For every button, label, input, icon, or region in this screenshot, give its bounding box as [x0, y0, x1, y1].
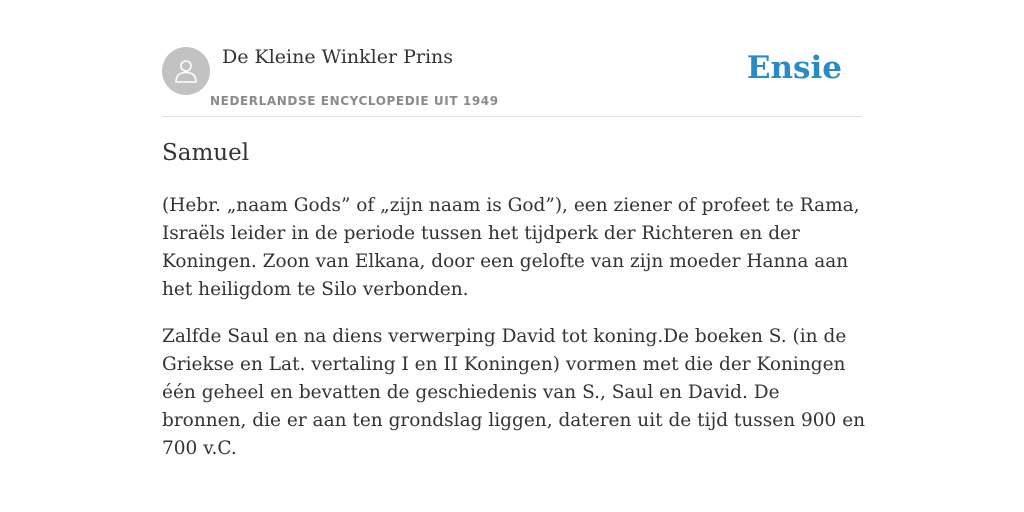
- author-avatar[interactable]: [162, 47, 210, 95]
- article-paragraph-1: (Hebr. „naam Gods” of „zijn naam is God”), een ziener of profeet te Rama, Israëls leider in de periode tussen het tijdperk der Richteren en der Koningen. Zoon van Elkana, door een gelofte van zijn moeder Hanna aan het heiligdom te Silo verbonden.: [162, 195, 860, 300]
- ensie-logo[interactable]: Ensie: [746, 50, 842, 86]
- article-paragraph-2: Zalfde Saul en na diens verwerping David tot koning.De boeken S. (in de Griekse en Lat. vertaling I en II Koningen) vormen met die der Koningen één geheel en bevatten de geschiedenis van S., Saul en David. De bronnen, die er aan ten grondslag liggen, dateren uit de tijd tussen 900 en 700 v.C.: [162, 326, 866, 459]
- author-name[interactable]: De Kleine Winkler Prins: [222, 46, 454, 68]
- user-icon: [171, 56, 201, 86]
- author-subtitle: NEDERLANDSE ENCYCLOPEDIE UIT 1949: [210, 94, 499, 108]
- article-body: [162, 192, 867, 482]
- article-title: Samuel: [162, 140, 250, 166]
- header: [162, 0, 862, 117]
